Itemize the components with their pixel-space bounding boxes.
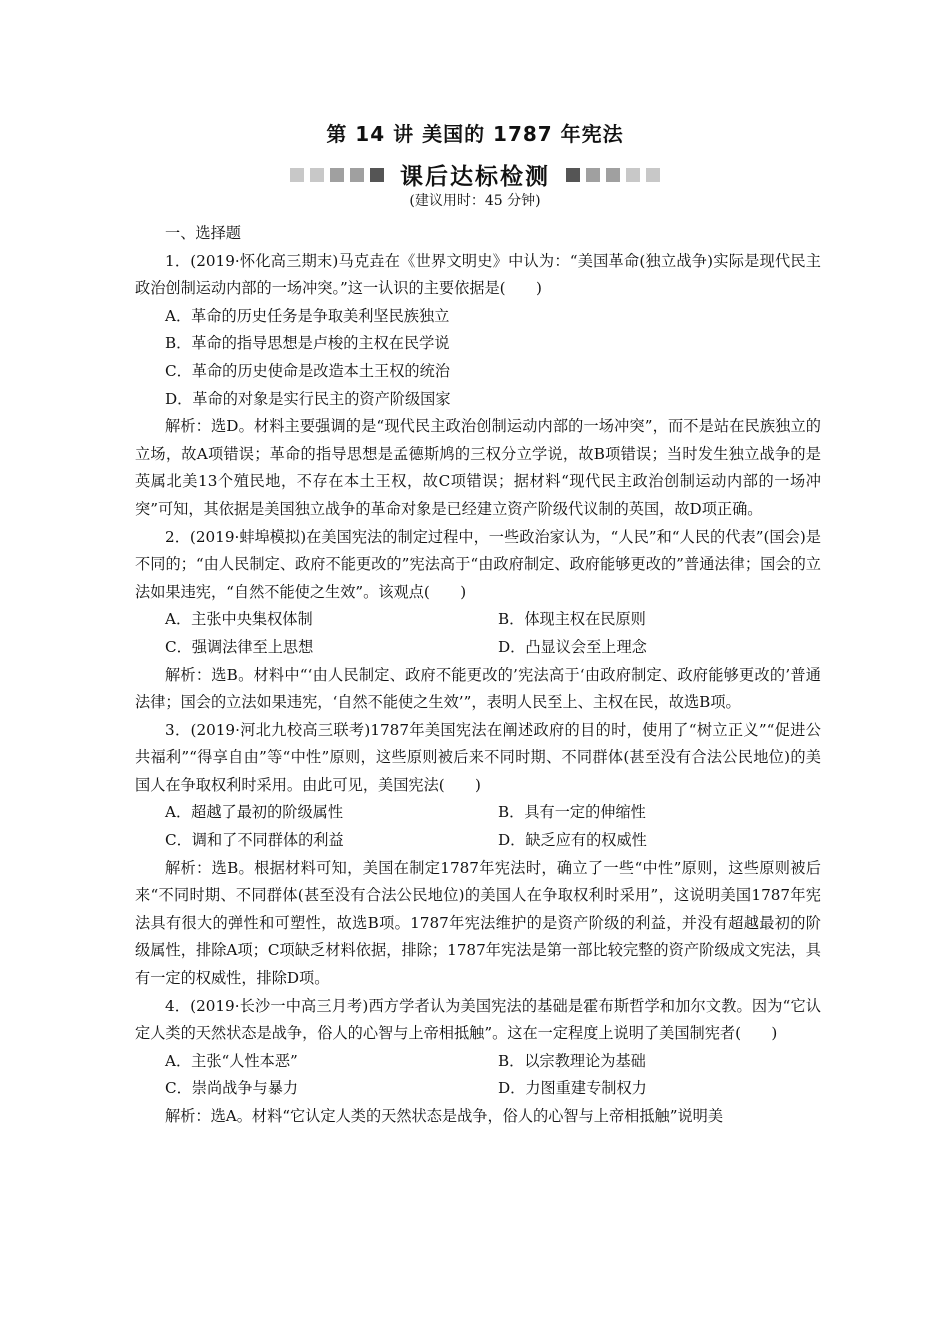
question-block [135, 717, 821, 993]
option-row [135, 606, 821, 634]
question-analysis: 解析：选B。根据材料可知，美国在制定1787年宪法时，确立了一些“中性”原则，这些原则被后来“不同时期、不同群体(甚至没有合法公民地位)的美国人在争取权利时采用”，这说明美国1787年宪法具有很大的弹性和可塑性，故选B项。1787年宪法维护的是资产阶级的利益，并没有超越最初的阶级属性，排除A项；C项缺乏材料依据，排除；1787年宪法是第一部比较完整的资产阶级成文宪法，具有一定的权威性，排除D项。 [135, 858, 821, 988]
question-block [135, 248, 821, 524]
page-title: 第 14 讲 美国的 1787 年宪法 [326, 122, 624, 146]
option-row [135, 1048, 821, 1076]
banner-square [566, 168, 580, 182]
question-analysis: 解析：选D。材料主要强调的是“现代民主政治创制运动内部的一场冲突”，而不是站在民族独立的立场，故A项错误；革命的指导思想是孟德斯鸠的三权分立学说，故B项错误；当时发生独立战争的是英属北美13个殖民地，不存在本土王权，故C项错误；据材料“现代民主政治创制运动内部的一场冲突”可知，其依据是美国独立战争的革命对象是已经建立资产阶级代议制的英国，故D项正确。 [135, 417, 821, 518]
option-row [135, 1075, 821, 1103]
option-c: C．强调法律至上思想 [165, 637, 314, 656]
banner-square [310, 168, 324, 182]
banner-square [370, 168, 384, 182]
banner-square [606, 168, 620, 182]
question-stem: 1．(2019·怀化高三期末)马克垚在《世界文明史》中认为：“美国革命(独立战争)实际是现代民主政治创制运动内部的一场冲突。”这一认识的主要依据是( ) [135, 251, 821, 298]
option-row [135, 827, 821, 855]
option-d: D．缺乏应有的权威性 [498, 831, 647, 850]
option-b: B．革命的指导思想是卢梭的主权在民学说 [165, 334, 450, 353]
banner-square [586, 168, 600, 182]
banner-squares-right [566, 168, 660, 182]
banner-title: 课后达标检测 [400, 164, 550, 190]
question-block [135, 524, 821, 717]
section-banner [0, 158, 950, 191]
question-analysis: 解析：选B。材料中“‘由人民制定、政府不能更改的’宪法高于‘由政府制定、政府能够更改的’普通法律；国会的立法如果违宪，‘自然不能使之生效’”，表明人民至上、主权在民，故选B项。 [135, 665, 821, 712]
option-c: C．调和了不同群体的利益 [165, 831, 344, 850]
option-row [135, 799, 821, 827]
question-stem: 4．(2019·长沙一中高三月考)西方学者认为美国宪法的基础是霍布斯哲学和加尔文教。因为“它认定人类的天然状态是战争，俗人的心智与上帝相抵触”。这在一定程度上说明了美国制宪者( ) [135, 996, 821, 1043]
content-body [135, 220, 821, 1131]
question-stem: 3．(2019·河北九校高三联考)1787年美国宪法在阐述政府的目的时，使用了“树立正义”“促进公共福利”“得享自由”等“中性”原则，这些原则被后来不同时期、不同群体(甚至没有合法公民地位)的美国人在争取权利时采用。由此可见，美国宪法( ) [135, 720, 821, 794]
banner-square [350, 168, 364, 182]
question-stem: 2．(2019·蚌埠模拟)在美国宪法的制定过程中，一些政治家认为，“人民”和“人民的代表”(国会)是不同的；“由人民制定、政府不能更改的”宪法高于“由政府制定、政府能够更改的”普通法律；国会的立法如果违宪，“自然不能使之生效”。该观点( ) [135, 527, 821, 601]
option-a: A．主张“人性本恶” [165, 1051, 298, 1070]
banner-squares-left [290, 168, 384, 182]
option-d: D．力图重建专制权力 [498, 1079, 647, 1098]
time-note: (建议用时：45 分钟) [409, 193, 541, 209]
banner-square [330, 168, 344, 182]
option-d: D．凸显议会至上理念 [498, 637, 647, 656]
banner-square [290, 168, 304, 182]
banner-square [626, 168, 640, 182]
option-b: B．以宗教理论为基础 [498, 1051, 646, 1070]
option-c: C．崇尚战争与暴力 [165, 1079, 299, 1098]
option-b: B．具有一定的伸缩性 [498, 803, 646, 822]
option-row [135, 634, 821, 662]
option-a: A．革命的历史任务是争取美利坚民族独立 [165, 306, 450, 325]
banner-square [646, 168, 660, 182]
section-heading: 一、选择题 [165, 224, 241, 242]
option-a: A．主张中央集权体制 [165, 610, 313, 629]
option-c: C．革命的历史使命是改造本土王权的统治 [165, 361, 450, 380]
option-d: D．革命的对象是实行民主的资产阶级国家 [165, 389, 451, 408]
question-analysis: 解析：选A。材料“它认定人类的天然状态是战争，俗人的心智与上帝相抵触”说明美 [165, 1107, 724, 1125]
question-block [135, 993, 821, 1131]
option-b: B．体现主权在民原则 [498, 610, 646, 629]
option-a: A．超越了最初的阶级属性 [165, 803, 344, 822]
